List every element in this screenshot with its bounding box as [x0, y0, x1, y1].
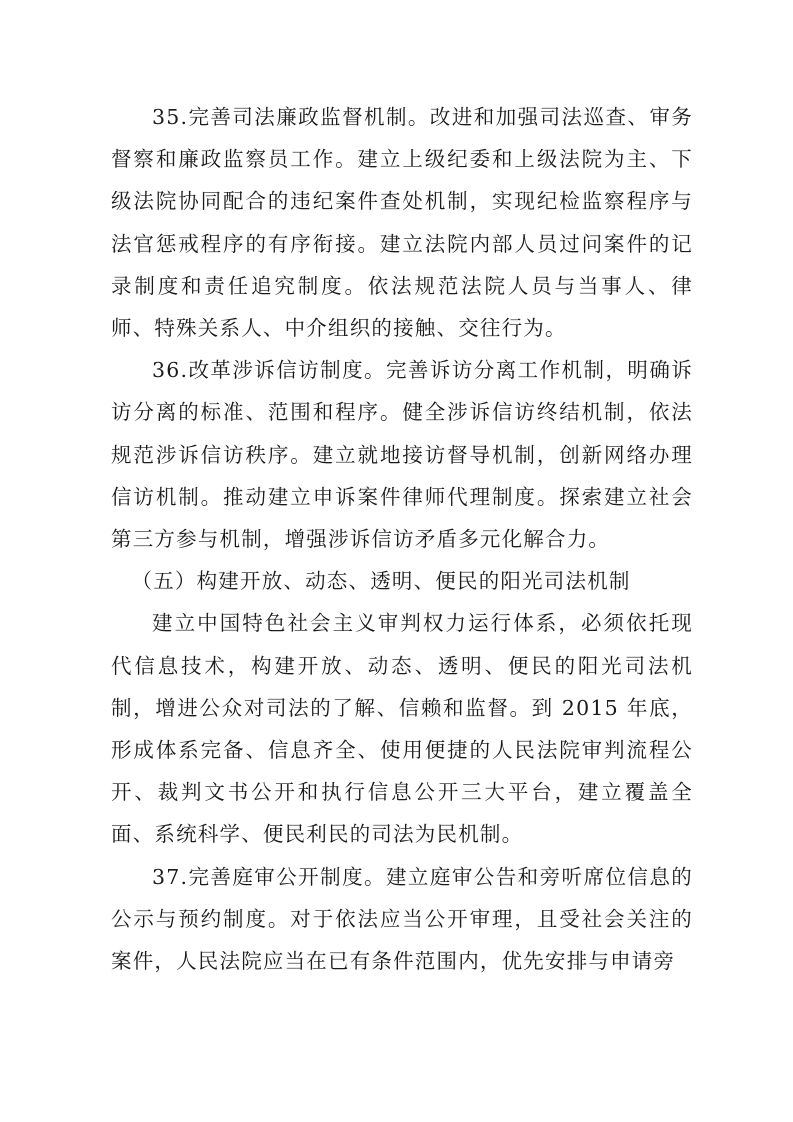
paragraph-35: 35.完善司法廉政监督机制。改进和加强司法巡查、审务督察和廉政监察员工作。建立上级纪委和上级法院为主、下级法院协同配合的违纪案件查处机制，实现纪检监察程序与法官惩戒程序的有序衔接。建立法院内部人员过问案件的记录制度和责任追究制度。依法规范法院人员与当事人、律师、特殊关系人、中介组织的接触、交往行为。: [111, 105, 693, 341]
section-heading-5: （五）构建开放、动态、透明、便民的阳光司法机制: [131, 569, 631, 594]
paragraph-37: 37.完善庭审公开制度。建立庭审公告和旁听席位信息的公示与预约制度。对于依法应当公开审理，且受社会关注的案件，人民法院应当在已有条件范围内，优先安排与申请旁: [111, 864, 693, 974]
document-body: [111, 96, 693, 982]
paragraph-section-5-intro: 建立中国特色社会主义审判权力运行体系，必须依托现代信息技术，构建开放、动态、透明、便民的阳光司法机制，增进公众对司法的了解、信赖和监督。到 2015 年底，形成体系完备、信息齐全、使用便捷的人民法院审判流程公开、裁判文书公开和执行信息公开三大平台，建立覆盖全面、系统科学、便民利民的司法为民机制。: [111, 611, 693, 847]
paragraph-36: 36.改革涉诉信访制度。完善诉访分离工作机制，明确诉访分离的标准、范围和程序。健全涉诉信访终结机制，依法规范涉诉信访秩序。建立就地接访督导机制，创新网络办理信访机制。推动建立申诉案件律师代理制度。探索建立社会第三方参与机制，增强涉诉信访矛盾多元化解合力。: [111, 358, 693, 552]
